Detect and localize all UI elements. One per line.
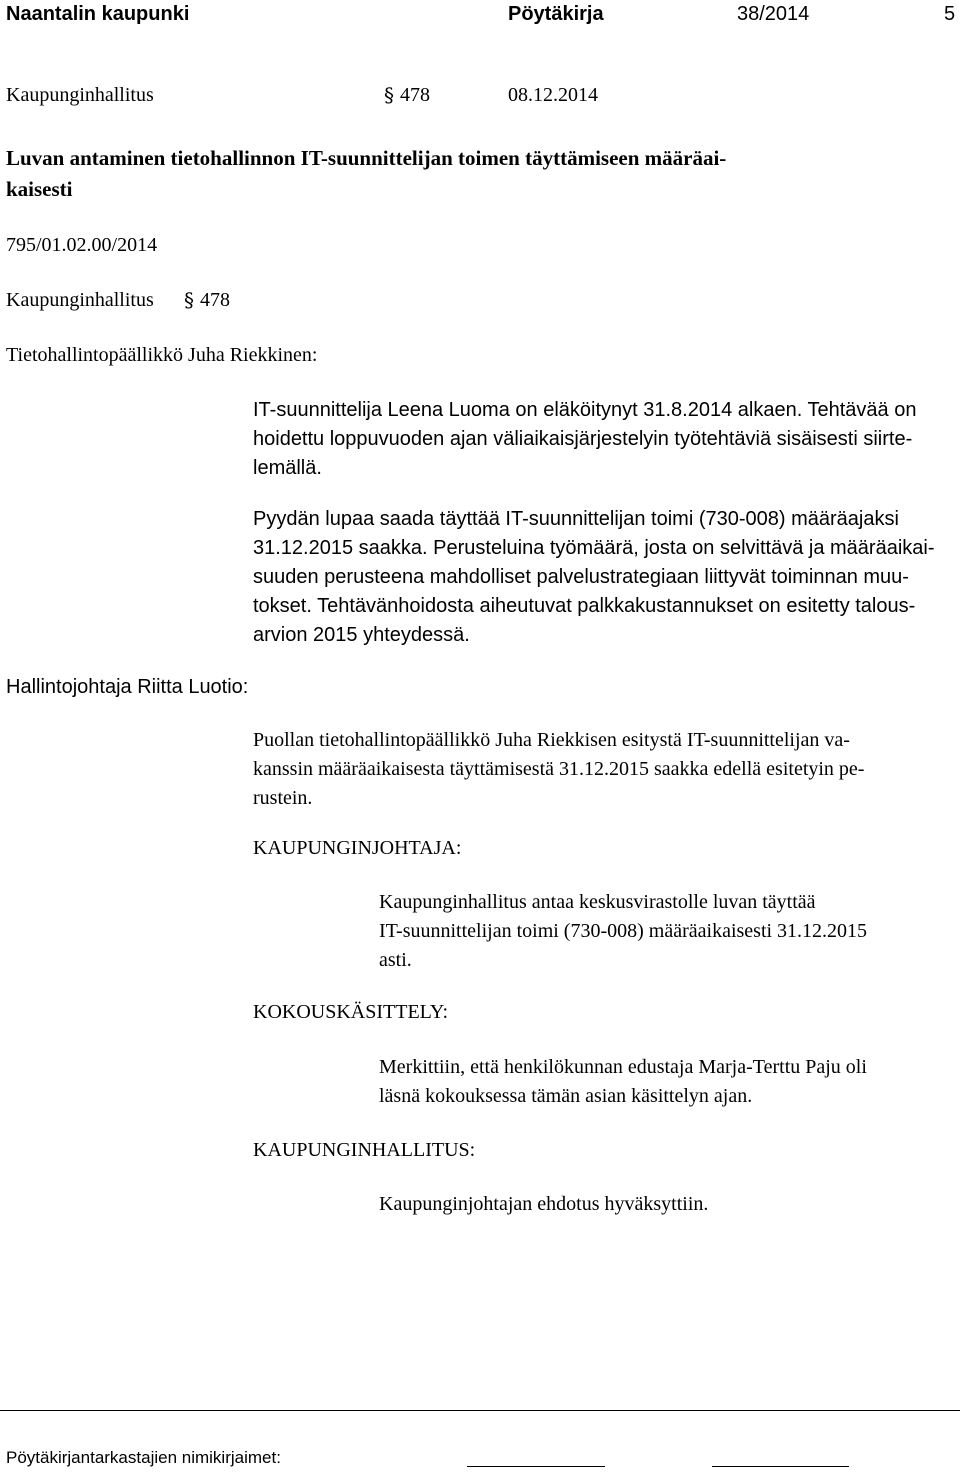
record-number: 795/01.02.00/2014: [6, 234, 158, 256]
header-city: Naantalin kaupunki: [6, 3, 190, 25]
paragraph-line: kanssin määräaikaisesta täyttämisestä 31.12.2015 saakka edellä esitetyin pe-: [253, 758, 865, 780]
paragraph-line: asti.: [379, 949, 412, 971]
header-meeting-no: 38/2014: [737, 3, 810, 25]
signature-line: [467, 1466, 605, 1467]
board-decision: Kaupunginjohtajan ehdotus hyväksyttiin.: [379, 1193, 709, 1215]
paragraph-line: IT-suunnittelijan toimi (730-008) määräaikaisesti 31.12.2015: [379, 920, 868, 942]
presenter2-paragraph: [253, 726, 864, 813]
paragraph-line: lemällä.: [253, 457, 322, 479]
paragraph-line: suuden perusteena mahdolliset palvelustrategiaan liittyvät toiminnan muu-: [253, 566, 909, 588]
presenter1-paragraph-2: [253, 505, 935, 650]
meeting-section-no: 478: [400, 84, 430, 106]
signature-line: [712, 1466, 849, 1467]
footer-divider: [0, 1410, 960, 1411]
mayor-proposal: [379, 888, 867, 975]
paragraph-line: Puollan tietohallintopäällikkö Juha Riekkisen esitystä IT-suunnittelijan va-: [253, 729, 850, 751]
mayor-label: KAUPUNGINJOHTAJA:: [253, 837, 462, 859]
board-label: KAUPUNGINHALLITUS:: [253, 1139, 476, 1161]
footer-signatures-label: Pöytäkirjantarkastajien nimikirjaimet:: [6, 1448, 281, 1467]
meeting-body: Kaupunginhallitus: [6, 84, 154, 106]
handling-label: KOKOUSKÄSITTELY:: [253, 1001, 449, 1023]
paragraph-line: Pyydän lupaa saada täyttää IT-suunnittelijan toimi (730-008) määräajaksi: [253, 508, 899, 530]
paragraph-line: hoidettu loppuvuoden ajan väliaikaisjärjestelyin työtehtäviä sisäisesti siirte-: [253, 428, 913, 450]
title-line: Luvan antaminen tietohallinnon IT-suunnittelijan toimen täyttämiseen määräai-: [6, 146, 727, 170]
paragraph-line: Kaupunginhallitus antaa keskusvirastolle luvan täyttää: [379, 891, 816, 913]
header-doc-type: Pöytäkirja: [508, 3, 604, 25]
paragraph-line: IT-suunnittelija Leena Luoma on eläköitynyt 31.8.2014 alkaen. Tehtävää on: [253, 399, 917, 421]
handling-text: [379, 1053, 867, 1111]
presenter1-paragraph-1: [253, 396, 916, 483]
section-icon: §: [384, 83, 394, 107]
presenter2-label: Hallintojohtaja Riitta Luotio:: [6, 676, 249, 698]
paragraph-line: rustein.: [253, 787, 313, 809]
document-title: [6, 143, 726, 205]
history-body: Kaupunginhallitus: [6, 289, 154, 311]
paragraph-line: 31.12.2015 saakka. Perusteluina työmäärä, josta on selvittävä ja määräaikai-: [253, 537, 935, 559]
meeting-date: 08.12.2014: [508, 84, 598, 106]
paragraph-line: läsnä kokouksessa tämän asian käsittelyn ajan.: [379, 1085, 753, 1107]
header-page-no: 5: [944, 3, 956, 25]
title-line: kaisesti: [6, 177, 73, 201]
history-section-no: 478: [200, 289, 230, 311]
paragraph-line: tokset. Tehtävänhoidosta aiheutuvat palkkakustannukset on esitetty talous-: [253, 595, 916, 617]
presenter1-label: Tietohallintopäällikkö Juha Riekkinen:: [6, 344, 318, 366]
paragraph-line: arvion 2015 yhteydessä.: [253, 624, 470, 646]
paragraph-line: Merkittiin, että henkilökunnan edustaja Marja-Terttu Paju oli: [379, 1056, 867, 1078]
section-icon: §: [184, 288, 194, 312]
